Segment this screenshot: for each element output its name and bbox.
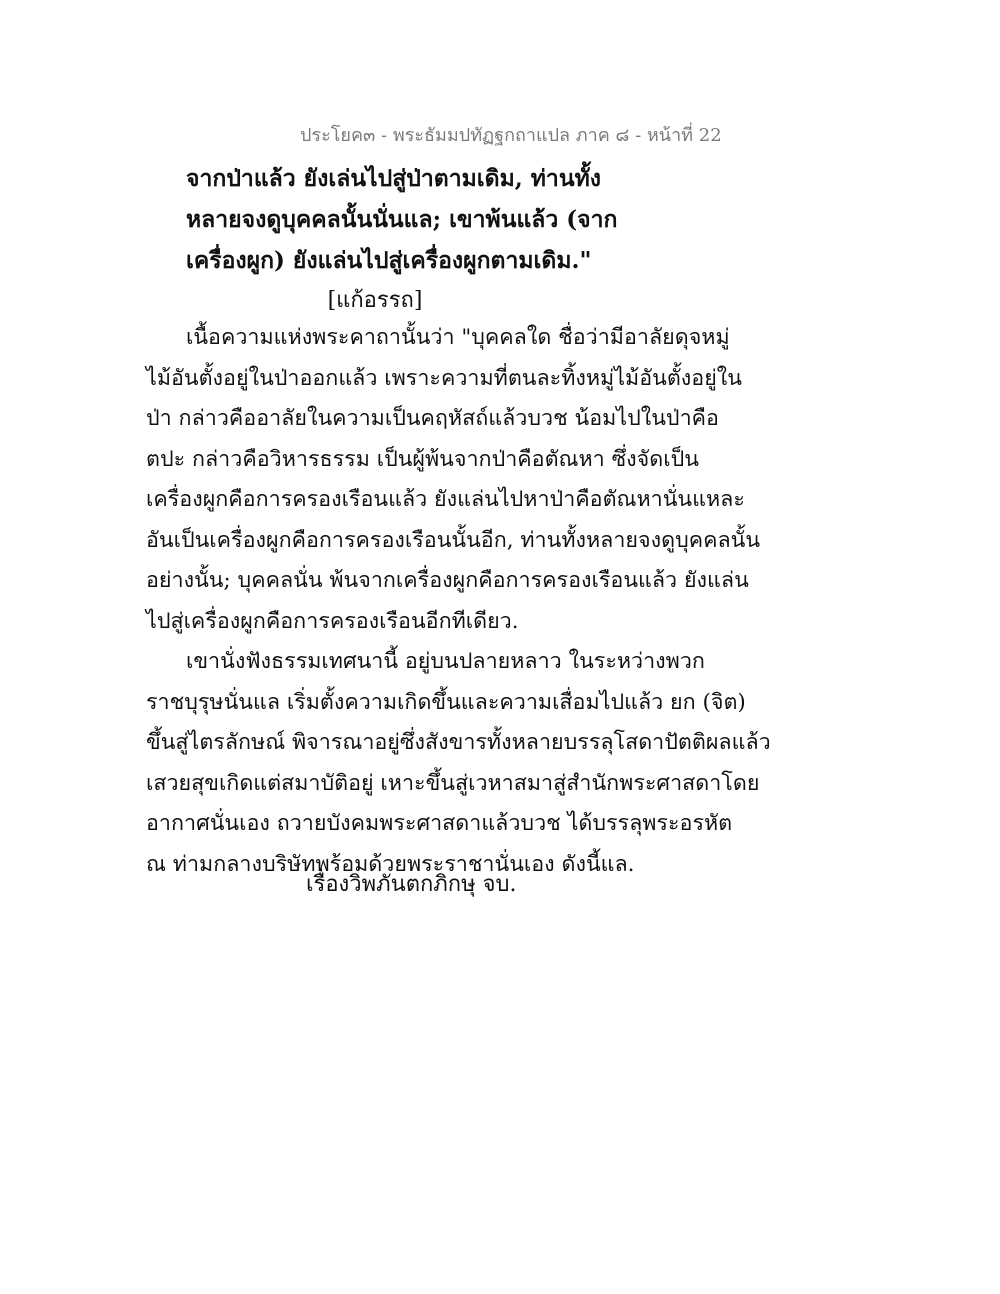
paragraph-line: ไปสู่เครื่องผูกคือการครองเรือนอีกทีเดียว. xyxy=(146,608,519,634)
section-heading: [แก้อรรถ] xyxy=(327,288,423,313)
page-header: ประโยค๓ - พระธัมมปทัฏฐกถาแปล ภาค ๘ - หน้าที่ 22 xyxy=(300,125,722,146)
paragraph-line: เขานั่งฟังธรรมเทศนานี้ อยู่บนปลายหลาว ในระหว่างพวก xyxy=(186,649,705,674)
paragraph-line: ตปะ กล่าวคือวิหารธรรม เป็นผู้พ้นจากป่าคือตัณหา ซึ่งจัดเป็น xyxy=(146,446,699,472)
paragraph-line: ขึ้นสู่ไตรลักษณ์ พิจารณาอยู่ซึ่งสังขารทั้งหลายบรรลุโสดาปัตติผลแล้ว xyxy=(146,730,771,755)
paragraph-line: ราชบุรุษนั่นแล เริ่มตั้งความเกิดขึ้นและความเสื่อมไปแล้ว ยก (จิต) xyxy=(146,689,746,715)
paragraph-line: ณ ท่ามกลางบริษัทพร้อมด้วยพระราชานั่นเอง ดังนี้แล. xyxy=(146,851,635,877)
paragraph-line: ป่า กล่าวคืออาลัยในความเป็นคฤหัสถ์แล้วบวช น้อมไปในป่าคือ xyxy=(146,406,719,431)
paragraph-line: เสวยสุขเกิดแต่สมาบัติอยู่ เหาะขึ้นสู่เวหาสมาสู่สำนักพระศาสดาโดย xyxy=(146,770,760,796)
paragraph-line: อย่างนั้น; บุคคลนั่น พ้นจากเครื่องผูกคือการครองเรือนแล้ว ยังแล่น xyxy=(146,568,749,593)
verse-line: จากป่าแล้ว ยังเล่นไปสู่ป่าตามเดิม, ท่านทั้ง xyxy=(186,165,601,192)
paragraph-line: อันเป็นเครื่องผูกคือการครองเรือนนั้นอีก, ท่านทั้งหลายจงดูบุคคลนั้น xyxy=(146,527,761,553)
verse-quote xyxy=(186,158,618,281)
paragraph-line: เครื่องผูกคือการครองเรือนแล้ว ยังแล่นไปหาป่าคือตัณหานั่นแหละ xyxy=(146,487,745,512)
verse-line: เครื่องผูก) ยังแล่นไปสู่เครื่องผูกตามเดิม." xyxy=(186,247,592,274)
verse-line: หลายจงดูบุคคลนั้นนั่นแล; เขาพ้นแล้ว (จาก xyxy=(186,206,618,233)
paragraph-line: เนื้อความแห่งพระคาถานั้นว่า "บุคคลใด ชื่อว่ามีอาลัยดุจหมู่ xyxy=(186,325,730,350)
paragraph-line: ไม้อันตั้งอยู่ในป่าออกแล้ว เพราะความที่ตนละทิ้งหมู่ไม้อันตั้งอยู่ใน xyxy=(146,365,742,391)
story-ending: เรื่องวิพภันตกภิกษุ จบ. xyxy=(306,872,517,897)
paragraph-line: อากาศนั่นเอง ถวายบังคมพระศาสดาแล้วบวช ได้บรรลุพระอรหัต xyxy=(146,811,733,836)
body-text xyxy=(146,318,771,885)
